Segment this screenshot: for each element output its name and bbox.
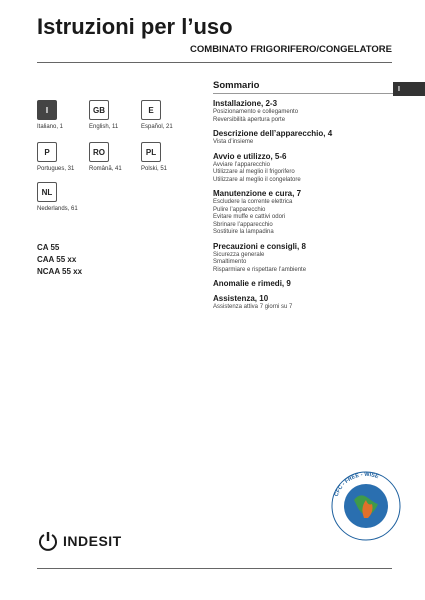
cfc-free-globe-icon: [330, 470, 402, 542]
toc-subitem[interactable]: Reversibilità apertura porte: [213, 116, 286, 123]
language-label: English, 11: [89, 124, 119, 130]
toc-section-title[interactable]: Installazione, 2-3: [213, 99, 278, 108]
language-item-it[interactable]: [37, 100, 97, 130]
language-item-nl[interactable]: [37, 182, 97, 212]
language-label: Español, 21: [141, 124, 173, 130]
table-of-contents: [213, 80, 393, 312]
model-name: NCAA 55 xx: [37, 267, 83, 276]
toc-section: [213, 294, 393, 312]
toc-sections: [213, 99, 393, 312]
toc-section: [213, 189, 393, 237]
brand-name: INDESIT: [63, 533, 122, 549]
top-divider: [37, 62, 392, 63]
toc-subitem[interactable]: Sbrinare l’apparecchio: [213, 221, 273, 228]
language-item-gb[interactable]: [89, 100, 149, 130]
language-code: NL: [37, 182, 57, 202]
language-label: Portugues, 31: [37, 166, 75, 172]
language-label: Nederlands, 61: [37, 206, 78, 212]
toc-section-title[interactable]: Anomalie e rimedi, 9: [213, 279, 291, 288]
toc-subitem[interactable]: Utilizzare al meglio il congelatore: [213, 176, 301, 183]
toc-subitem[interactable]: Sicurezza generale: [213, 251, 265, 258]
language-code: P: [37, 142, 57, 162]
page-title: Istruzioni per l’uso: [37, 14, 233, 39]
language-item-pt[interactable]: [37, 142, 97, 172]
toc-section-title[interactable]: Manutenzione e cura, 7: [213, 189, 302, 198]
language-code: I: [37, 100, 57, 120]
model-name: CAA 55 xx: [37, 255, 77, 264]
product-type: COMBINATO FRIGORIFERO/CONGELATORE: [190, 44, 392, 55]
brand-logo: [37, 530, 122, 552]
language-code: E: [141, 100, 161, 120]
toc-subitem[interactable]: Pulire l’apparecchio: [213, 206, 266, 213]
toc-subitem[interactable]: Smaltimento: [213, 259, 247, 265]
language-code: GB: [89, 100, 109, 120]
toc-subitem[interactable]: Evitare muffe e cattivi odori: [213, 214, 286, 220]
toc-section: [213, 279, 393, 289]
language-label: Italiano, 1: [37, 124, 64, 130]
toc-section: [213, 242, 393, 275]
language-item-es[interactable]: [141, 100, 201, 130]
power-icon: [37, 530, 59, 552]
toc-subitem[interactable]: Avviare l’apparecchio: [213, 161, 270, 168]
model-name: CA 55: [37, 243, 60, 252]
toc-section-title[interactable]: Precauzioni e consigli, 8: [213, 241, 306, 251]
toc-subitem[interactable]: Risparmiare e rispettare l’ambiente: [213, 266, 307, 273]
language-code: RO: [89, 142, 109, 162]
language-item-pl[interactable]: [141, 142, 201, 172]
toc-section-title[interactable]: Descrizione dell’apparecchio, 4: [213, 129, 333, 138]
toc-subitem[interactable]: Utilizzare al meglio il frigorifero: [213, 169, 295, 175]
toc-section-title[interactable]: Assistenza, 10: [213, 294, 269, 303]
bottom-divider: [37, 568, 392, 569]
language-item-ro[interactable]: [89, 142, 149, 172]
model-list: [37, 242, 82, 278]
badge-ring-text: CFC - FREE - WISE: [333, 471, 380, 498]
language-tab: I: [393, 82, 425, 96]
toc-heading: Sommario: [213, 80, 393, 94]
toc-subitem[interactable]: Assistenza attiva 7 giorni su 7: [213, 304, 293, 310]
toc-section: [213, 129, 393, 147]
toc-section: [213, 99, 393, 124]
language-label: Română, 41: [89, 166, 122, 172]
toc-subitem[interactable]: Vista d’insieme: [213, 139, 254, 145]
toc-section: [213, 152, 393, 185]
toc-section-title[interactable]: Avvio e utilizzo, 5-6: [213, 151, 287, 161]
toc-subitem[interactable]: Sostituire la lampadina: [213, 229, 274, 235]
language-label: Polski, 51: [141, 166, 168, 172]
toc-subitem[interactable]: Posizionamento e collegamento: [213, 109, 299, 115]
toc-subitem[interactable]: Escludere la corrente elettrica: [213, 199, 293, 205]
language-code: PL: [141, 142, 161, 162]
